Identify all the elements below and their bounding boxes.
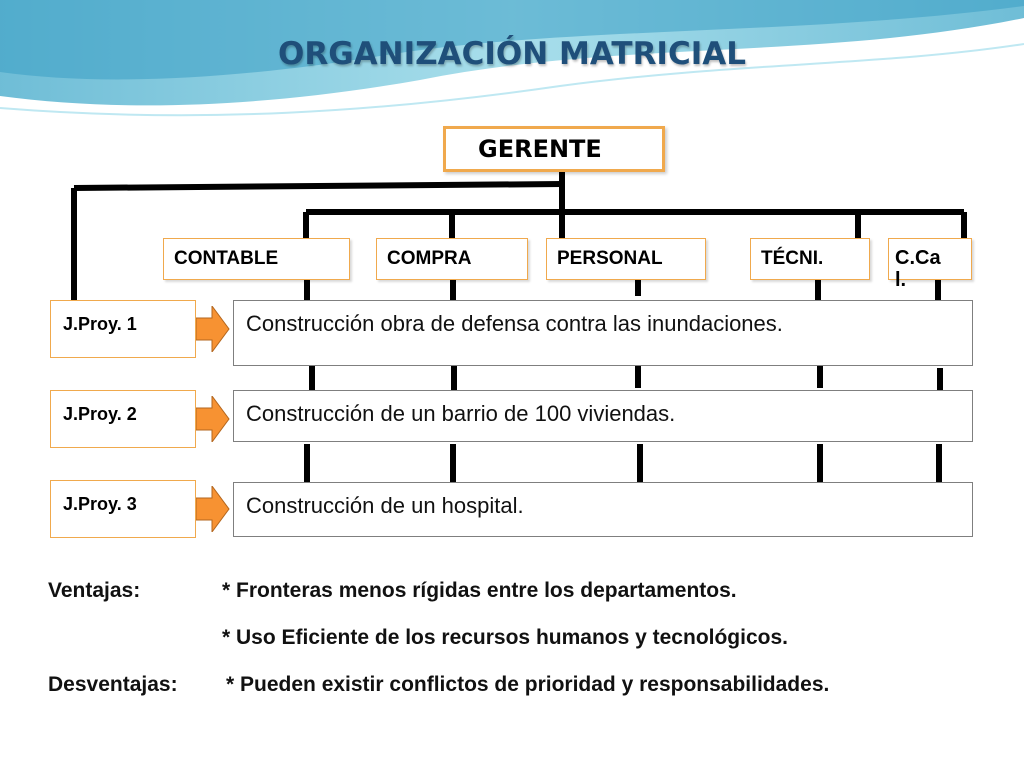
project-manager-3: J.Proy. 3: [50, 480, 196, 538]
desventajas-label: Desventajas:: [48, 673, 178, 696]
project-manager-2: J.Proy. 2: [50, 390, 196, 448]
arrow-right-icon: [196, 306, 230, 352]
dept-box-ccal: [888, 238, 972, 291]
project-manager-1: J.Proy. 1: [50, 300, 196, 358]
ventajas-label: Ventajas:: [48, 579, 141, 602]
dept-box-contable: CONTABLE: [163, 238, 350, 280]
project-row-2: Construcción de un barrio de 100 viviendas.: [233, 390, 973, 442]
dept-box-personal: PERSONAL: [546, 238, 706, 280]
page-title: ORGANIZACIÓN MATRICIAL: [278, 36, 746, 72]
ventaja-item-2: * Uso Eficiente de los recursos humanos y tecnológicos.: [222, 626, 788, 649]
arrow-right-icon: [196, 486, 230, 532]
dept-box-compra: COMPRA: [376, 238, 528, 280]
ventaja-item-1: * Fronteras menos rígidas entre los departamentos.: [222, 579, 737, 602]
manager-box: GERENTE: [443, 126, 665, 172]
arrow-right-icon: [196, 396, 230, 442]
connector-left-top: [74, 184, 562, 188]
desventaja-item-1: * Pueden existir conflictos de prioridad y responsabilidades.: [226, 673, 830, 696]
dept-box-tecnico: TÉCNI.: [750, 238, 870, 280]
project-row-1: Construcción obra de defensa contra las inundaciones.: [233, 300, 973, 366]
project-row-3: Construcción de un hospital.: [233, 482, 973, 537]
dept-ccal-line2: l.: [895, 269, 907, 291]
dept-ccal-line1: C.Ca: [895, 247, 941, 269]
